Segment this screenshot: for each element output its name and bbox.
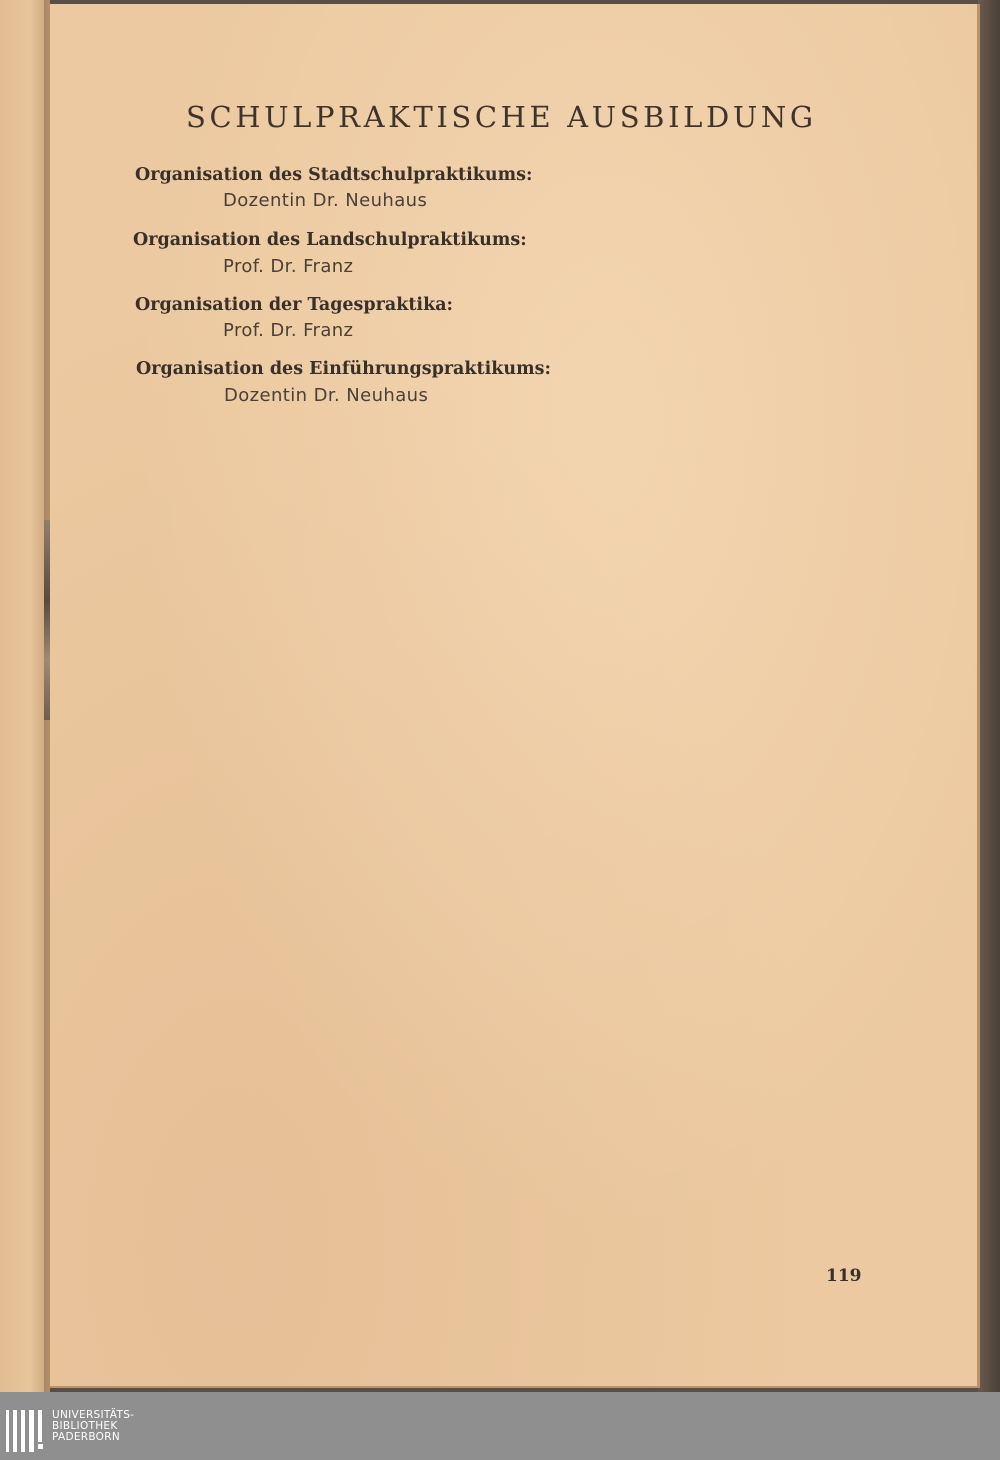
page-number: 119 <box>826 1266 862 1286</box>
previous-page-edge <box>0 0 50 1392</box>
entry-name: Prof. Dr. Franz <box>223 256 354 277</box>
logo-line: BIBLIOTHEK <box>52 1420 118 1432</box>
entry-name: Prof. Dr. Franz <box>223 320 354 341</box>
entry-title: Organisation des Einführungspraktikums: <box>136 359 551 379</box>
book-page <box>50 4 980 1388</box>
logo-dot <box>38 1444 43 1449</box>
library-logo-text <box>52 1410 134 1443</box>
library-footer-bar <box>0 1392 1000 1460</box>
entry-name: Dozentin Dr. Neuhaus <box>224 385 429 406</box>
page-right-edge <box>978 0 1000 1392</box>
logo-line: PADERBORN <box>52 1431 120 1443</box>
entry-name: Dozentin Dr. Neuhaus <box>223 190 428 211</box>
entry-title: Organisation des Landschulpraktikums: <box>133 230 527 250</box>
entry-title: Organisation des Stadtschulpraktikums: <box>135 165 533 185</box>
logo-line: UNIVERSITÄTS- <box>52 1409 135 1421</box>
page-heading: SCHULPRAKTISCHE AUSBILDUNG <box>186 100 817 134</box>
entry-title: Organisation der Tagespraktika: <box>135 295 453 315</box>
